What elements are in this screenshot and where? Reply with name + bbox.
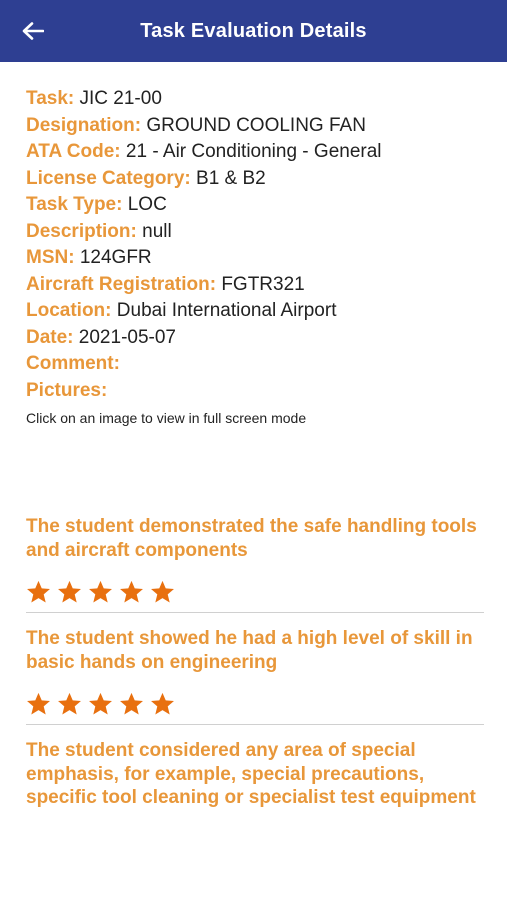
detail-value: 2021-05-07 xyxy=(78,326,176,348)
star-icon[interactable] xyxy=(57,692,82,716)
criterion-text: The student showed he had a high level of skill in basic hands on engineering xyxy=(26,628,473,673)
detail-comment xyxy=(26,351,496,378)
app-bar xyxy=(0,0,507,62)
detail-value: JIC 21-00 xyxy=(79,88,162,109)
detail-aircraft-registration xyxy=(26,272,496,299)
detail-value: FGTR321 xyxy=(221,273,305,295)
detail-value: GROUND COOLING FAN xyxy=(146,114,366,136)
divider xyxy=(26,612,484,613)
criterion-text: The student demonstrated the safe handling tools and aircraft components xyxy=(26,516,477,561)
detail-value: B1 & B2 xyxy=(196,167,266,189)
detail-label: ATA Code: xyxy=(26,141,121,162)
detail-value: 21 - Air Conditioning - General xyxy=(125,141,382,162)
star-rating xyxy=(26,578,484,606)
task-details xyxy=(26,86,496,426)
detail-designation xyxy=(26,113,496,140)
arrow-left-icon xyxy=(22,22,44,40)
detail-location xyxy=(26,298,496,325)
detail-msn xyxy=(26,245,496,272)
detail-label: Task Type: xyxy=(26,194,123,215)
detail-value: LOC xyxy=(127,194,167,215)
detail-label: Description: xyxy=(26,220,137,242)
criterion-text: The student considered any area of special emphasis, for example, special precautions, specific tool cleaning or specialist test equipment xyxy=(26,740,476,808)
detail-label: License Category: xyxy=(26,167,191,189)
evaluation-criteria xyxy=(26,515,484,810)
detail-label: Designation: xyxy=(26,114,142,136)
pictures-hint: Click on an image to view in full screen mode xyxy=(26,410,307,426)
detail-ata-code xyxy=(26,139,496,166)
star-icon[interactable] xyxy=(150,580,175,604)
page-title: Task Evaluation Details xyxy=(140,19,367,42)
star-rating xyxy=(26,690,484,718)
detail-value: null xyxy=(142,220,172,242)
detail-task xyxy=(26,86,496,113)
detail-value: 124GFR xyxy=(79,247,152,268)
detail-label: Task: xyxy=(26,88,75,109)
detail-label: MSN: xyxy=(26,247,75,268)
star-icon[interactable] xyxy=(88,692,113,716)
detail-task-type xyxy=(26,192,496,219)
detail-date xyxy=(26,325,496,352)
divider xyxy=(26,724,484,725)
detail-label: Pictures: xyxy=(26,379,108,401)
star-icon[interactable] xyxy=(88,580,113,604)
detail-label: Location: xyxy=(26,300,112,321)
star-icon[interactable] xyxy=(26,580,51,604)
detail-label: Aircraft Registration: xyxy=(26,273,217,295)
detail-description xyxy=(26,219,496,246)
detail-label: Date: xyxy=(26,326,74,348)
star-icon[interactable] xyxy=(150,692,175,716)
star-icon[interactable] xyxy=(26,692,51,716)
star-icon[interactable] xyxy=(119,580,144,604)
detail-license-category xyxy=(26,166,496,193)
detail-pictures xyxy=(26,378,496,405)
detail-value: Dubai International Airport xyxy=(116,300,337,321)
star-icon[interactable] xyxy=(119,692,144,716)
back-button[interactable] xyxy=(18,17,48,45)
detail-label: Comment: xyxy=(26,353,120,374)
star-icon[interactable] xyxy=(57,580,82,604)
